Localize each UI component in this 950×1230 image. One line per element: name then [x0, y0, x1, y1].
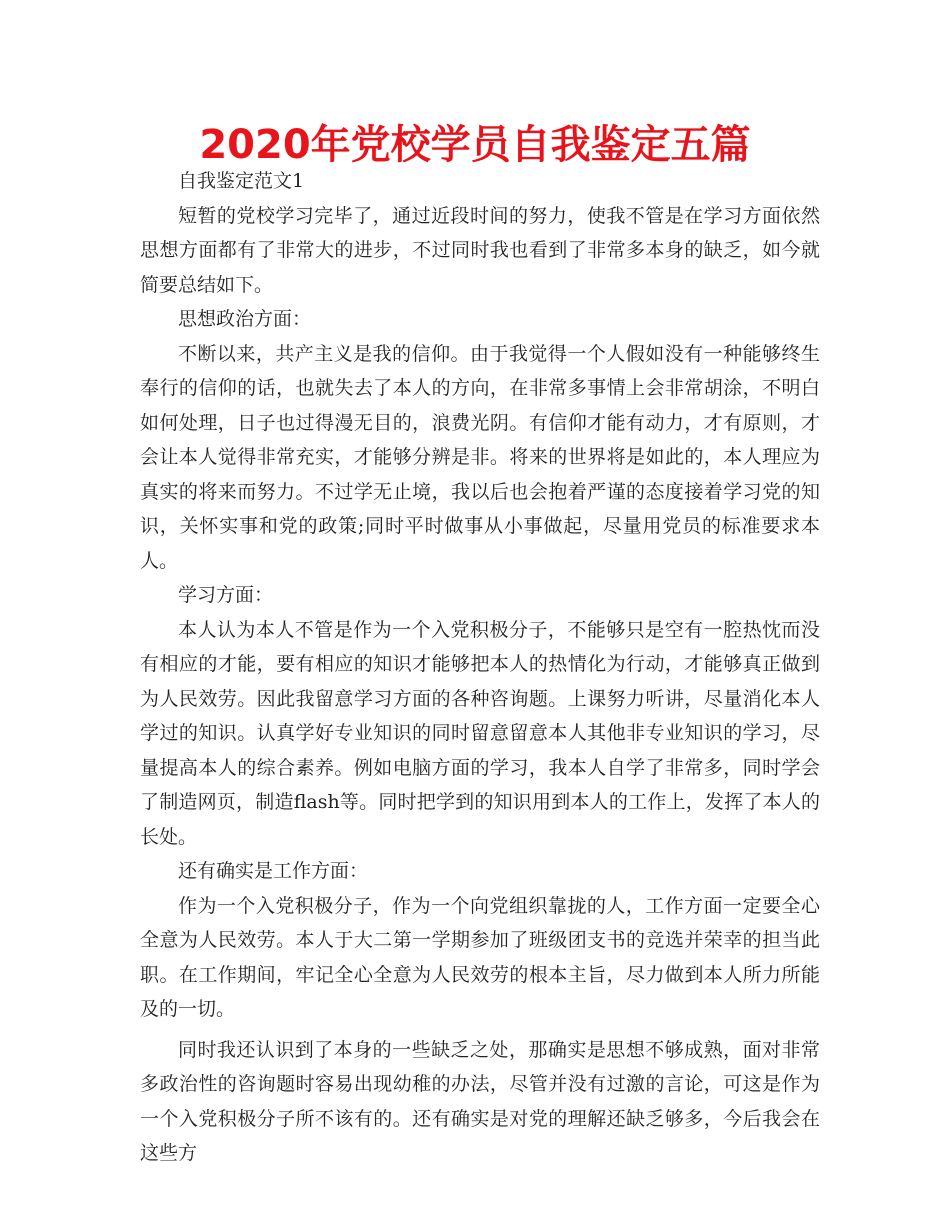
document-body — [140, 164, 820, 1171]
paragraph-study-body: 本人认为本人不管是作为一个入党积极分子，不能够只是空有一腔热忱而没有相应的才能，要有相应的知识才能够把本人的热情化为行动，才能够真正做到为人民效劳。因此我留意学习方面的各种咨询题。上课努力听讲，尽量消化本人学过的知识。认真学好专业知识的同时留意留意本人其他非专业知识的学习，尽量提高本人的综合素养。例如电脑方面的学习，我本人自学了非常多，同时学会了制造网页，制造flash等。同时把学到的知识用到本人的工作上，发挥了本人的长处。 — [140, 618, 820, 848]
paragraph-section-politics: 思想政治方面： — [178, 308, 312, 330]
paragraph-intro: 短暂的党校学习完毕了，通过近段时间的努力，使我不管是在学习方面依然思想方面都有了非常大的进步，不过同时我也看到了非常多本身的缺乏，如今就简要总结如下。 — [140, 204, 820, 296]
paragraph-heading-sample: 自我鉴定范文1 — [178, 170, 305, 192]
paragraph-shortcomings: 同时我还认识到了本身的一些缺乏之处，那确实是思想不够成熟，面对非常多政治性的咨询题时容易出现幼稚的办法，尽管并没有过激的言论，可这是作为一个入党积极分子所不该有的。还有确实是对党的理解还缺乏够多，今后我会在这些方 — [140, 1038, 820, 1164]
paragraph-politics-body: 不断以来，共产主义是我的信仰。由于我觉得一个人假如没有一种能够终生奉行的信仰的话，也就失去了本人的方向，在非常多事情上会非常胡涂，不明白如何处理，日子也过得漫无目的，浪费光阴。有信仰才能有动力，才有原则，才会让本人觉得非常充实，才能够分辨是非。将来的世界将是如此的，本人理应为真实的将来而努力。不过学无止境，我以后也会抱着严谨的态度接着学习党的知识，关怀实事和党的政策;同时平时做事从小事做起，尽量用党员的标准要求本人。 — [140, 342, 820, 572]
paragraph-section-work: 还有确实是工作方面： — [178, 860, 369, 882]
paragraph-work-body: 作为一个入党积极分子，作为一个向党组织靠拢的人，工作方面一定要全心全意为人民效劳。本人于大二第一学期参加了班级团支书的竞选并荣幸的担当此职。在工作期间，牢记全心全意为人民效劳的根本主旨，尽力做到本人所力所能及的一切。 — [140, 894, 820, 1020]
paragraph-section-study: 学习方面： — [178, 584, 274, 606]
document-title: 2020年党校学员自我鉴定五篇 — [199, 122, 751, 168]
